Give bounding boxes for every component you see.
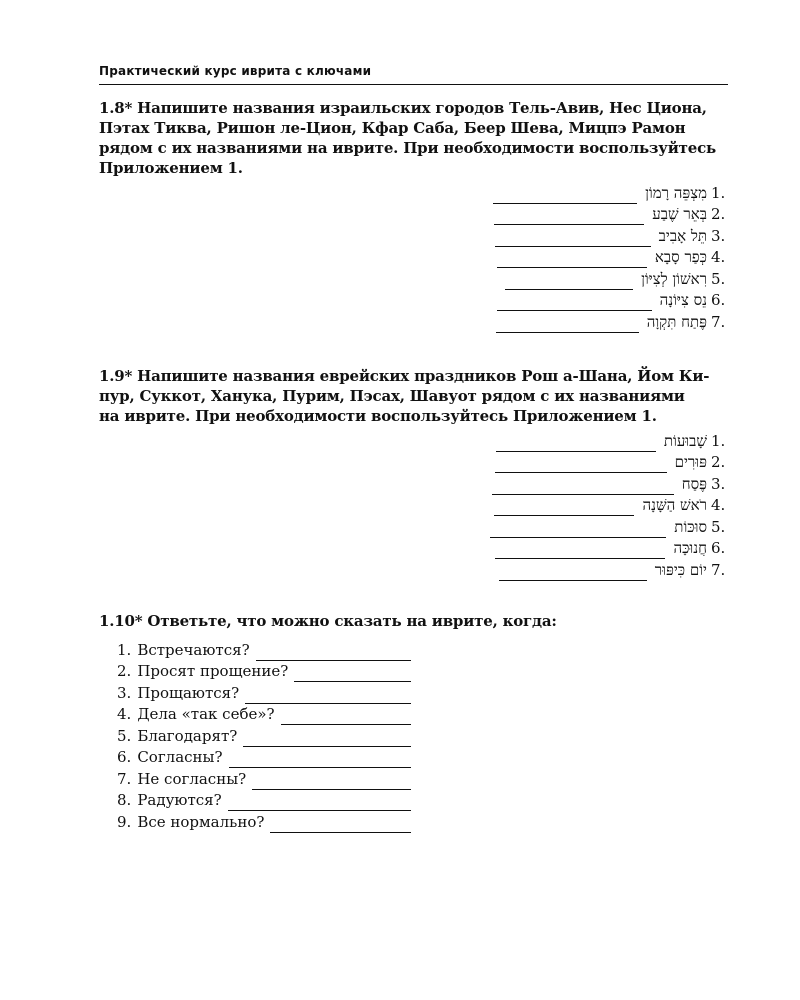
- answer-blank[interactable]: [245, 688, 411, 704]
- task-title: 1.10* Ответьте, что можно сказать на иврите, когда:: [99, 612, 557, 630]
- list-item: [117, 768, 417, 790]
- hebrew-word: פֶּתַח תִּקְוָה: [646, 312, 707, 331]
- answer-blank[interactable]: [256, 645, 411, 661]
- running-head: Практический курс иврита с ключами: [99, 64, 372, 78]
- list-item: [489, 516, 729, 538]
- item-number: 5.: [117, 726, 132, 745]
- list-item: [489, 430, 729, 452]
- item-number: 5.: [711, 269, 726, 288]
- list-item: [489, 473, 729, 495]
- list-item: [117, 639, 417, 661]
- answer-blank[interactable]: [228, 795, 411, 811]
- item-number: 4.: [711, 496, 726, 514]
- task-title-line: 1.9* Напишите названия еврейских праздников Рош а-Шана, Йом Ки-: [99, 367, 710, 385]
- list-item: [489, 290, 729, 312]
- item-number: 1.: [711, 183, 726, 202]
- header-rule: [99, 84, 728, 85]
- item-number: 8.: [117, 791, 132, 809]
- question-text: Согласны?: [137, 748, 223, 766]
- list-item: [117, 790, 417, 812]
- answer-blank[interactable]: [497, 295, 652, 311]
- question-text: Не согласны?: [137, 769, 247, 788]
- item-number: 7.: [117, 769, 132, 788]
- hebrew-word: פֶּסַח: [681, 474, 707, 493]
- list-item: [489, 452, 729, 474]
- answer-blank[interactable]: [229, 752, 411, 768]
- hebrew-word: כְּפַר סָבָא: [654, 248, 707, 266]
- task-title-line: на иврите. При необходимости воспользуйтесь Приложением 1.: [99, 407, 657, 425]
- list-item: [117, 725, 417, 747]
- answer-blank[interactable]: [252, 774, 411, 790]
- task-title-line: Пэтах Тиква, Ришон ле-Цион, Кфар Саба, Беер Шева, Мицпэ Рамон: [99, 119, 686, 137]
- hebrew-word: בְּאֵר שֶׁבַע: [652, 205, 707, 223]
- item-number: 7.: [711, 560, 726, 579]
- list-item: [489, 247, 729, 269]
- item-number: 4.: [711, 248, 726, 266]
- question-text: Встречаются?: [137, 640, 250, 659]
- question-text: Просят прощение?: [137, 662, 289, 680]
- answer-blank[interactable]: [494, 209, 644, 225]
- answer-blank[interactable]: [497, 252, 647, 268]
- task-1-9: [99, 366, 729, 426]
- question-text: Дела «так себе»?: [137, 705, 275, 723]
- list-item: [489, 538, 729, 560]
- item-number: 3.: [711, 474, 726, 493]
- item-number: 3.: [117, 683, 132, 702]
- hebrew-word: חֲנוּכָּה: [673, 539, 707, 557]
- question-text: Все нормально?: [137, 812, 265, 831]
- list-item: [117, 704, 417, 726]
- hebrew-word: מִצְפֵּה רָמוֹן: [645, 183, 707, 202]
- answer-blank[interactable]: [281, 709, 411, 725]
- answer-blank[interactable]: [494, 500, 634, 516]
- item-number: 6.: [711, 291, 726, 309]
- answer-blank[interactable]: [294, 666, 411, 682]
- list-item: [489, 495, 729, 517]
- item-number: 6.: [711, 539, 726, 557]
- answer-blank[interactable]: [243, 731, 411, 747]
- answer-blank[interactable]: [495, 231, 651, 247]
- list-item: [489, 268, 729, 290]
- task-title-line: 1.8* Напишите названия израильских городов Тель-Авив, Нес Циона,: [99, 99, 707, 117]
- list-item: [489, 225, 729, 247]
- answer-blank[interactable]: [496, 317, 639, 333]
- city-answer-list: [489, 182, 729, 333]
- list-item: [117, 682, 417, 704]
- answer-blank[interactable]: [492, 479, 674, 495]
- list-item: [117, 747, 417, 769]
- item-number: 7.: [711, 312, 726, 331]
- hebrew-word: פּוּרִים: [674, 453, 707, 471]
- hebrew-word: תֵּל אָבִיב: [658, 226, 707, 245]
- item-number: 2.: [711, 205, 726, 223]
- answer-blank[interactable]: [495, 543, 665, 559]
- list-item: [489, 182, 729, 204]
- task-title-line: рядом с их названиями на иврите. При необходимости воспользуйтесь: [99, 139, 716, 157]
- item-number: 2.: [711, 453, 726, 471]
- hebrew-word: רֹאשׁ הַשָּׁנָה: [642, 496, 707, 514]
- item-number: 4.: [117, 705, 132, 723]
- list-item: [117, 811, 417, 833]
- hebrew-word: יוֹם כִּיפּוּר: [654, 560, 707, 579]
- item-number: 2.: [117, 662, 132, 680]
- list-item: [489, 559, 729, 581]
- item-number: 5.: [711, 517, 726, 536]
- task-1-8: [99, 98, 729, 178]
- answer-blank[interactable]: [496, 436, 656, 452]
- task-title-line: Приложением 1.: [99, 159, 243, 177]
- item-number: 6.: [117, 748, 132, 766]
- answer-blank[interactable]: [505, 274, 633, 290]
- task-title-line: пур, Суккот, Ханука, Пурим, Пэсах, Шавуот рядом с их названиями: [99, 387, 685, 405]
- question-text: Радуются?: [137, 791, 222, 809]
- list-item: [117, 661, 417, 683]
- answer-blank[interactable]: [270, 817, 411, 833]
- item-number: 3.: [711, 226, 726, 245]
- answer-blank[interactable]: [493, 188, 637, 204]
- holiday-answer-list: [489, 430, 729, 581]
- hebrew-word: סוּכּוֹת: [674, 517, 707, 536]
- task-1-10: [99, 611, 729, 631]
- question-text: Прощаются?: [137, 683, 240, 702]
- item-number: 9.: [117, 812, 132, 831]
- list-item: [489, 311, 729, 333]
- hebrew-word: רִאשׁוֹן לְצִיּוֹן: [641, 269, 707, 288]
- list-item: [489, 204, 729, 226]
- answer-blank[interactable]: [490, 522, 666, 538]
- answer-blank[interactable]: [495, 457, 667, 473]
- phrase-answer-list: [117, 639, 417, 833]
- hebrew-word: נֵס צִיּוֹנָה: [659, 291, 707, 309]
- answer-blank[interactable]: [499, 565, 647, 581]
- hebrew-word: שָׁבוּעוֹת: [663, 431, 707, 450]
- item-number: 1.: [711, 431, 726, 450]
- item-number: 1.: [117, 640, 132, 659]
- question-text: Благодарят?: [137, 726, 238, 745]
